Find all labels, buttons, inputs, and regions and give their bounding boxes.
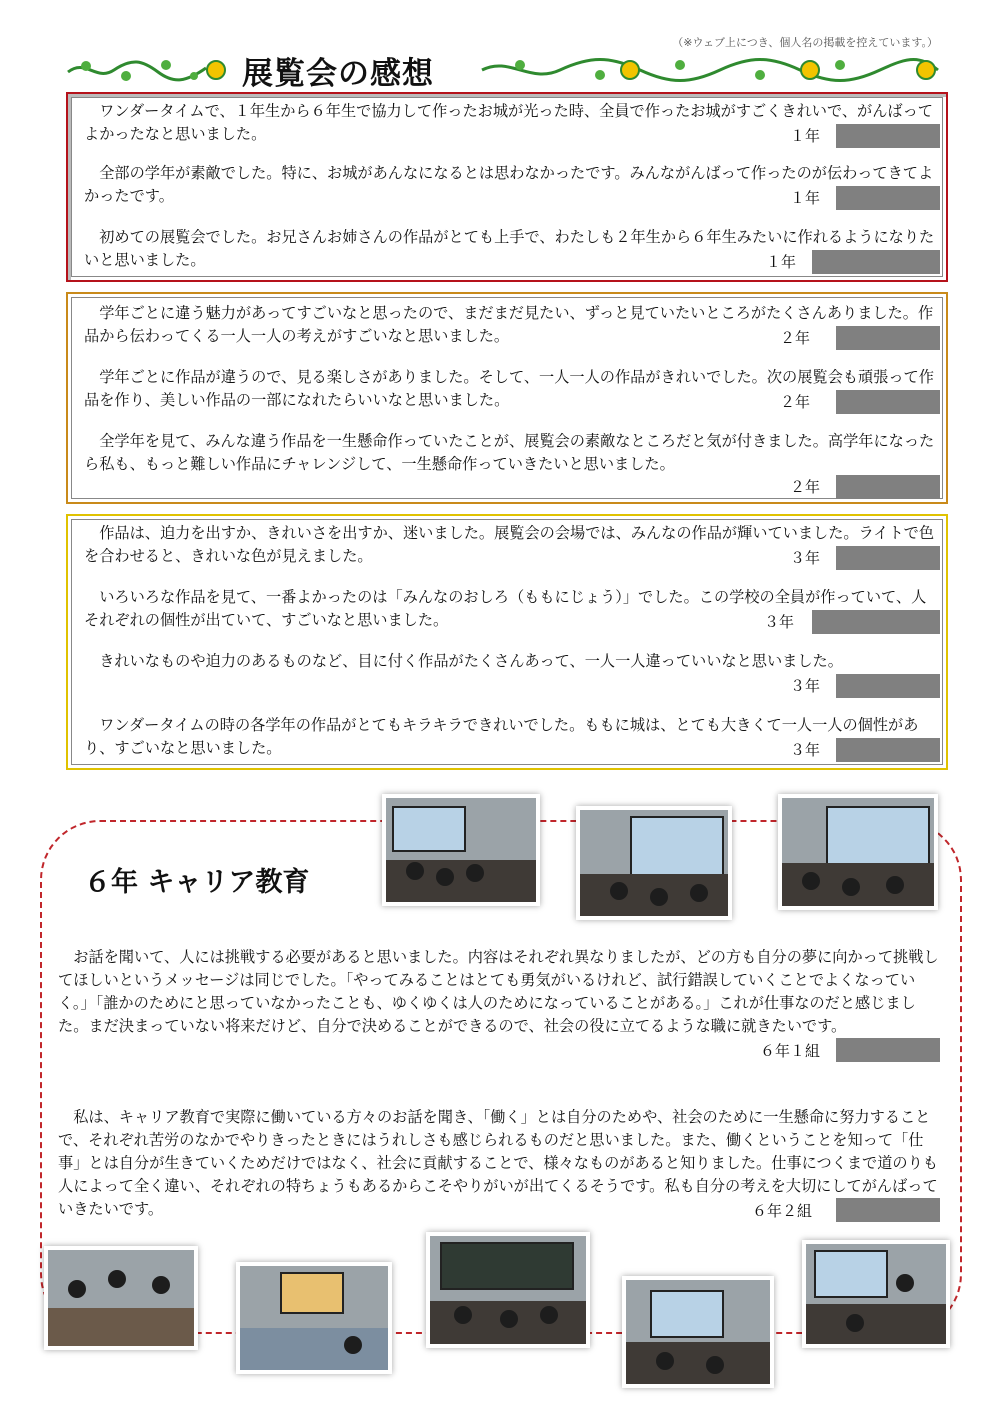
impression-entry [84, 366, 940, 412]
photo-lecture-3 [778, 794, 938, 910]
redacted-name [836, 390, 940, 414]
page-title: 展覧会の感想 [242, 56, 434, 92]
impression-text: 作品は、迫力を出すか、きれいさを出すか、迷いました。展覧会の会場では、みんなの作品が輝いていました。ライトで色を合わせると、きれいな色が見えました。 [84, 524, 935, 565]
class-label: ６年２組 [752, 1202, 813, 1220]
impression-entry [84, 430, 940, 476]
redacted-name [836, 546, 940, 570]
vine-decoration-icon [480, 56, 940, 84]
header-banner [66, 46, 940, 92]
photo-lecture-1 [382, 794, 540, 906]
impression-text: ワンダータイムで、１年生から６年生で協力して作ったお城が光った時、全員で作ったお城がすごくきれいで、がんばってよかったなと思いました。 [84, 102, 933, 143]
grade-label: １年 [790, 127, 821, 145]
redacted-name [836, 186, 940, 210]
grade-label: ２年 [780, 329, 811, 347]
impression-text: 学年ごとに違う魅力があってすごいなと思ったので、まだまだ見たい、ずっと見ていたいところがたくさんありました。作品から伝わってくる一人一人の考えがすごいなと思いました。 [84, 304, 934, 345]
impression-text: きれいなものや迫力のあるものなど、目に付く作品がたくさんあって、一人一人違っていいなと思いました。 [99, 652, 843, 670]
impression-text: 学年ごとに作品が違うので、見る楽しさがありました。そして、一人一人の作品がきれいでした。次の展覧会も頑張って作品を作り、美しい作品の一部になれたらいいなと思いました。 [84, 368, 934, 409]
photo-lecture-2 [576, 806, 732, 920]
career-essay-text: 私は、キャリア教育で実際に働いている方々のお話を聞き、「働く」とは自分のためや、社会のために一生懸命に努力することで、それぞれ苦労のなかでやりきったときにはうれしさも感じられるものだと思いました。また、働くということを知って「仕事」とは自分が生きていくためだけではなく、社会に貢献することで、様々なものがあると知りました。仕事につくまで道のりも人によって全く違い、それぞれの特ちょうもあるからこそやりがいが出てくるそうです。私も自分の考えを大切にしてがんばっていきたいです。 [58, 1108, 938, 1218]
redacted-name [812, 610, 940, 634]
redacted-name [836, 124, 940, 148]
grade-label: ３年 [790, 677, 821, 695]
redacted-name [836, 1038, 940, 1062]
photo-workshop-5 [802, 1240, 950, 1348]
impression-entry [84, 302, 940, 348]
impression-text: 全学年を見て、みんな違う作品を一生懸命作っていたことが、展覧会の素敵なところだと気が付きました。高学年になったら私も、もっと難しい作品にチャレンジして、一生懸命作っていきたいと思いました。 [84, 432, 935, 473]
career-essay-text: お話を聞いて、人には挑戦する必要があると思いました。内容はそれぞれ異なりましたが、どの方も自分の夢に向かって挑戦してほしいというメッセージは同じでした。「やってみることはとても勇気がいるけれど、試行錯誤していくことでよくなっていく。」「誰かのためにと思っていなかったことも、ゆくゆくは人のためになっていることがある。」これが仕事なのだと感じました。まだ決まっていない将来だけど、自分で決めることができるので、社会の役に立てるような職に就きたいです。 [58, 948, 939, 1035]
impression-text: 全部の学年が素敵でした。特に、お城があんなになるとは思わなかったです。みんながんばって作ったのが伝わってきてよかったです。 [84, 164, 934, 205]
vine-decoration-icon [66, 56, 226, 84]
grade-label: ２年 [780, 393, 811, 411]
impression-text: 初めての展覧会でした。お兄さんお姉さんの作品がとても上手で、わたしも２年生から６年生みたいに作れるようになりたいと思いました。 [84, 228, 935, 269]
redacted-name [836, 475, 940, 499]
impression-entry [84, 650, 940, 673]
grade-label: ２年 [790, 478, 821, 496]
impressions-grade3-box [66, 514, 948, 770]
redacted-name [836, 738, 940, 762]
career-essay-1 [58, 946, 942, 1038]
impressions-grade1-box [66, 92, 948, 282]
redacted-name [836, 674, 940, 698]
photo-workshop-1 [44, 1246, 198, 1350]
career-title: ６年 キャリア教育 [84, 867, 310, 898]
grade-label: ３年 [790, 549, 821, 567]
privacy-note: （※ウェブ上につき、個人名の掲載を控えています。） [672, 36, 938, 49]
photo-workshop-3 [426, 1232, 590, 1348]
impression-text: いろいろな作品を見て、一番よかったのは「みんなのおしろ（ももにじょう）」でした。この学校の全員が作っていて、人それぞれの個性が出ていて、すごいなと思いました。 [84, 588, 927, 629]
class-label: ６年１組 [760, 1042, 821, 1060]
impressions-grade2-box [66, 292, 948, 504]
redacted-name [812, 250, 940, 274]
grade-label: ３年 [764, 613, 795, 631]
grade-label: １年 [790, 189, 821, 207]
redacted-name [836, 326, 940, 350]
photo-workshop-4 [622, 1276, 774, 1388]
photo-workshop-2 [236, 1262, 392, 1374]
redacted-name [836, 1198, 940, 1222]
impression-text: ワンダータイムの時の各学年の作品がとてもキラキラできれいでした。ももに城は、とても大きくて一人一人の個性があり、すごいなと思いました。 [84, 716, 919, 757]
grade-label: １年 [766, 253, 797, 271]
grade-label: ３年 [790, 741, 821, 759]
